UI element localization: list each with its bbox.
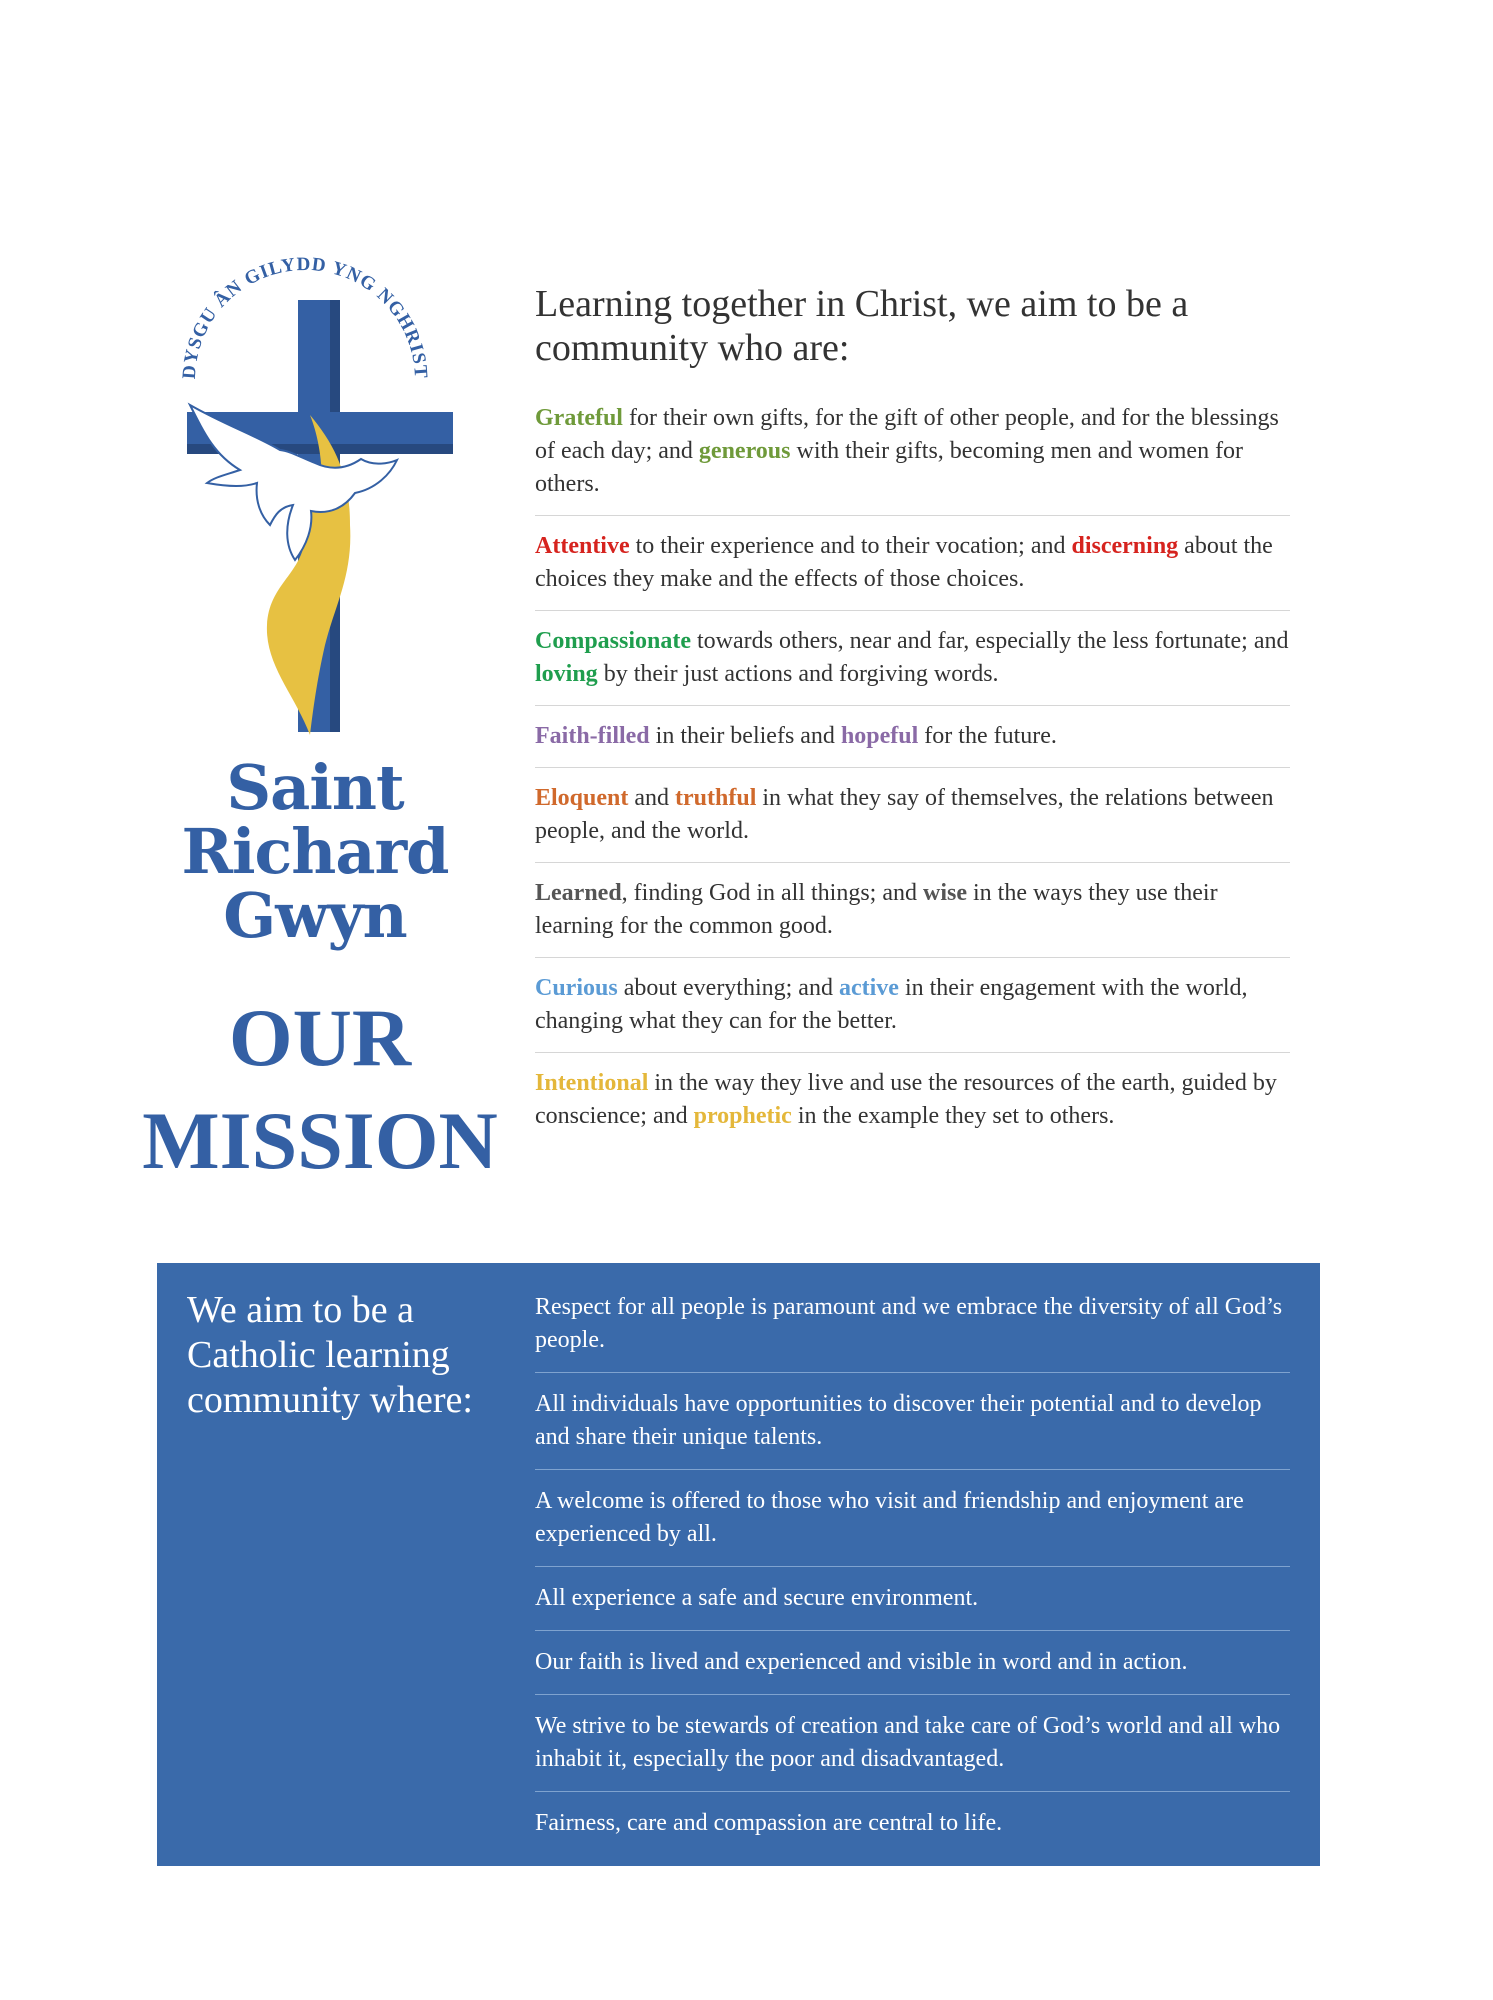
value-text: in the way they live and use the resources of the earth, guided by conscience; and — [535, 1070, 1277, 1129]
panel-item: Our faith is lived and experienced and visible in word and in action. — [535, 1646, 1290, 1695]
mission-title — [140, 990, 500, 1196]
value-keyword: Grateful — [535, 405, 623, 431]
value-item — [535, 402, 1290, 516]
value-item — [535, 877, 1290, 958]
value-text: by their just actions and forgiving words. — [597, 661, 999, 687]
value-text: , finding God in all things; and — [621, 880, 923, 906]
value-keyword: Compassionate — [535, 628, 692, 654]
value-text: with their gifts, becoming men and women for others. — [535, 438, 1244, 497]
value-keyword: Intentional — [535, 1070, 649, 1096]
value-keyword: active — [838, 975, 899, 1001]
school-name-line: Saint — [226, 751, 404, 824]
value-text: to their experience and to their vocation; and — [629, 533, 1072, 559]
value-text: in their beliefs and — [649, 723, 841, 749]
value-item — [535, 625, 1290, 706]
panel-item: Respect for all people is paramount and we embrace the diversity of all God’s people. — [535, 1291, 1290, 1373]
value-keyword: loving — [535, 661, 598, 687]
value-keyword: Attentive — [535, 533, 630, 559]
value-item — [535, 782, 1290, 863]
value-keyword: Faith-filled — [535, 723, 650, 749]
panel-item: All individuals have opportunities to discover their potential and to develop and share their unique talents. — [535, 1388, 1290, 1470]
value-text: in what they say of themselves, the relations between people, and the world. — [535, 785, 1274, 844]
mission-title-line: MISSION — [142, 1095, 498, 1186]
value-keyword: Learned — [535, 880, 622, 906]
value-text: and — [628, 785, 676, 811]
value-keyword: discerning — [1071, 533, 1179, 559]
value-text: for their own gifts, for the gift of other people, and for the blessings of each day; and — [535, 405, 1279, 464]
panel-heading: We aim to be a Catholic learning community where: — [187, 1289, 473, 1421]
value-item — [535, 530, 1290, 611]
school-name-line: Richard — [181, 815, 449, 888]
panel-item: We strive to be stewards of creation and take care of God’s world and all who inhabit it, especially the poor and disadvantaged. — [535, 1710, 1290, 1792]
value-keyword: Eloquent — [535, 785, 629, 811]
value-keyword: wise — [922, 880, 967, 906]
mission-title-line: OUR — [228, 992, 412, 1083]
values-list — [535, 402, 1290, 1161]
panel-list — [535, 1291, 1290, 1870]
panel-item: All experience a safe and secure environment. — [535, 1582, 1290, 1631]
value-text: towards others, near and far, especially the less fortunate; and — [691, 628, 1289, 654]
value-keyword: generous — [698, 438, 791, 464]
panel-item: Fairness, care and compassion are central to life. — [535, 1810, 1003, 1836]
value-keyword: prophetic — [693, 1103, 792, 1129]
value-text: in the example they set to others. — [791, 1103, 1115, 1129]
school-name — [150, 751, 480, 952]
panel-item: A welcome is offered to those who visit and friendship and enjoyment are experienced by all. — [535, 1485, 1290, 1567]
school-crest-logo — [135, 225, 475, 745]
value-item — [535, 720, 1290, 768]
school-name-line: Gwyn — [223, 879, 407, 952]
value-text: for the future. — [918, 723, 1057, 749]
value-text: in the ways they use their learning for the common good. — [535, 880, 1218, 939]
intro-heading: Learning together in Christ, we aim to be a community who are: — [535, 283, 1189, 369]
value-item — [535, 1067, 1290, 1147]
value-keyword: hopeful — [840, 723, 919, 749]
value-keyword: Curious — [535, 975, 618, 1001]
motto-text: DYSGU ÂN GILYDD YNG NGHRIST — [178, 253, 432, 380]
value-text: in their engagement with the world, changing what they can for the better. — [535, 975, 1248, 1034]
community-panel — [157, 1263, 1320, 1866]
value-text: about the choices they make and the effects of those choices. — [535, 533, 1273, 592]
value-keyword: truthful — [675, 785, 757, 811]
value-text: about everything; and — [617, 975, 839, 1001]
value-item — [535, 972, 1290, 1053]
